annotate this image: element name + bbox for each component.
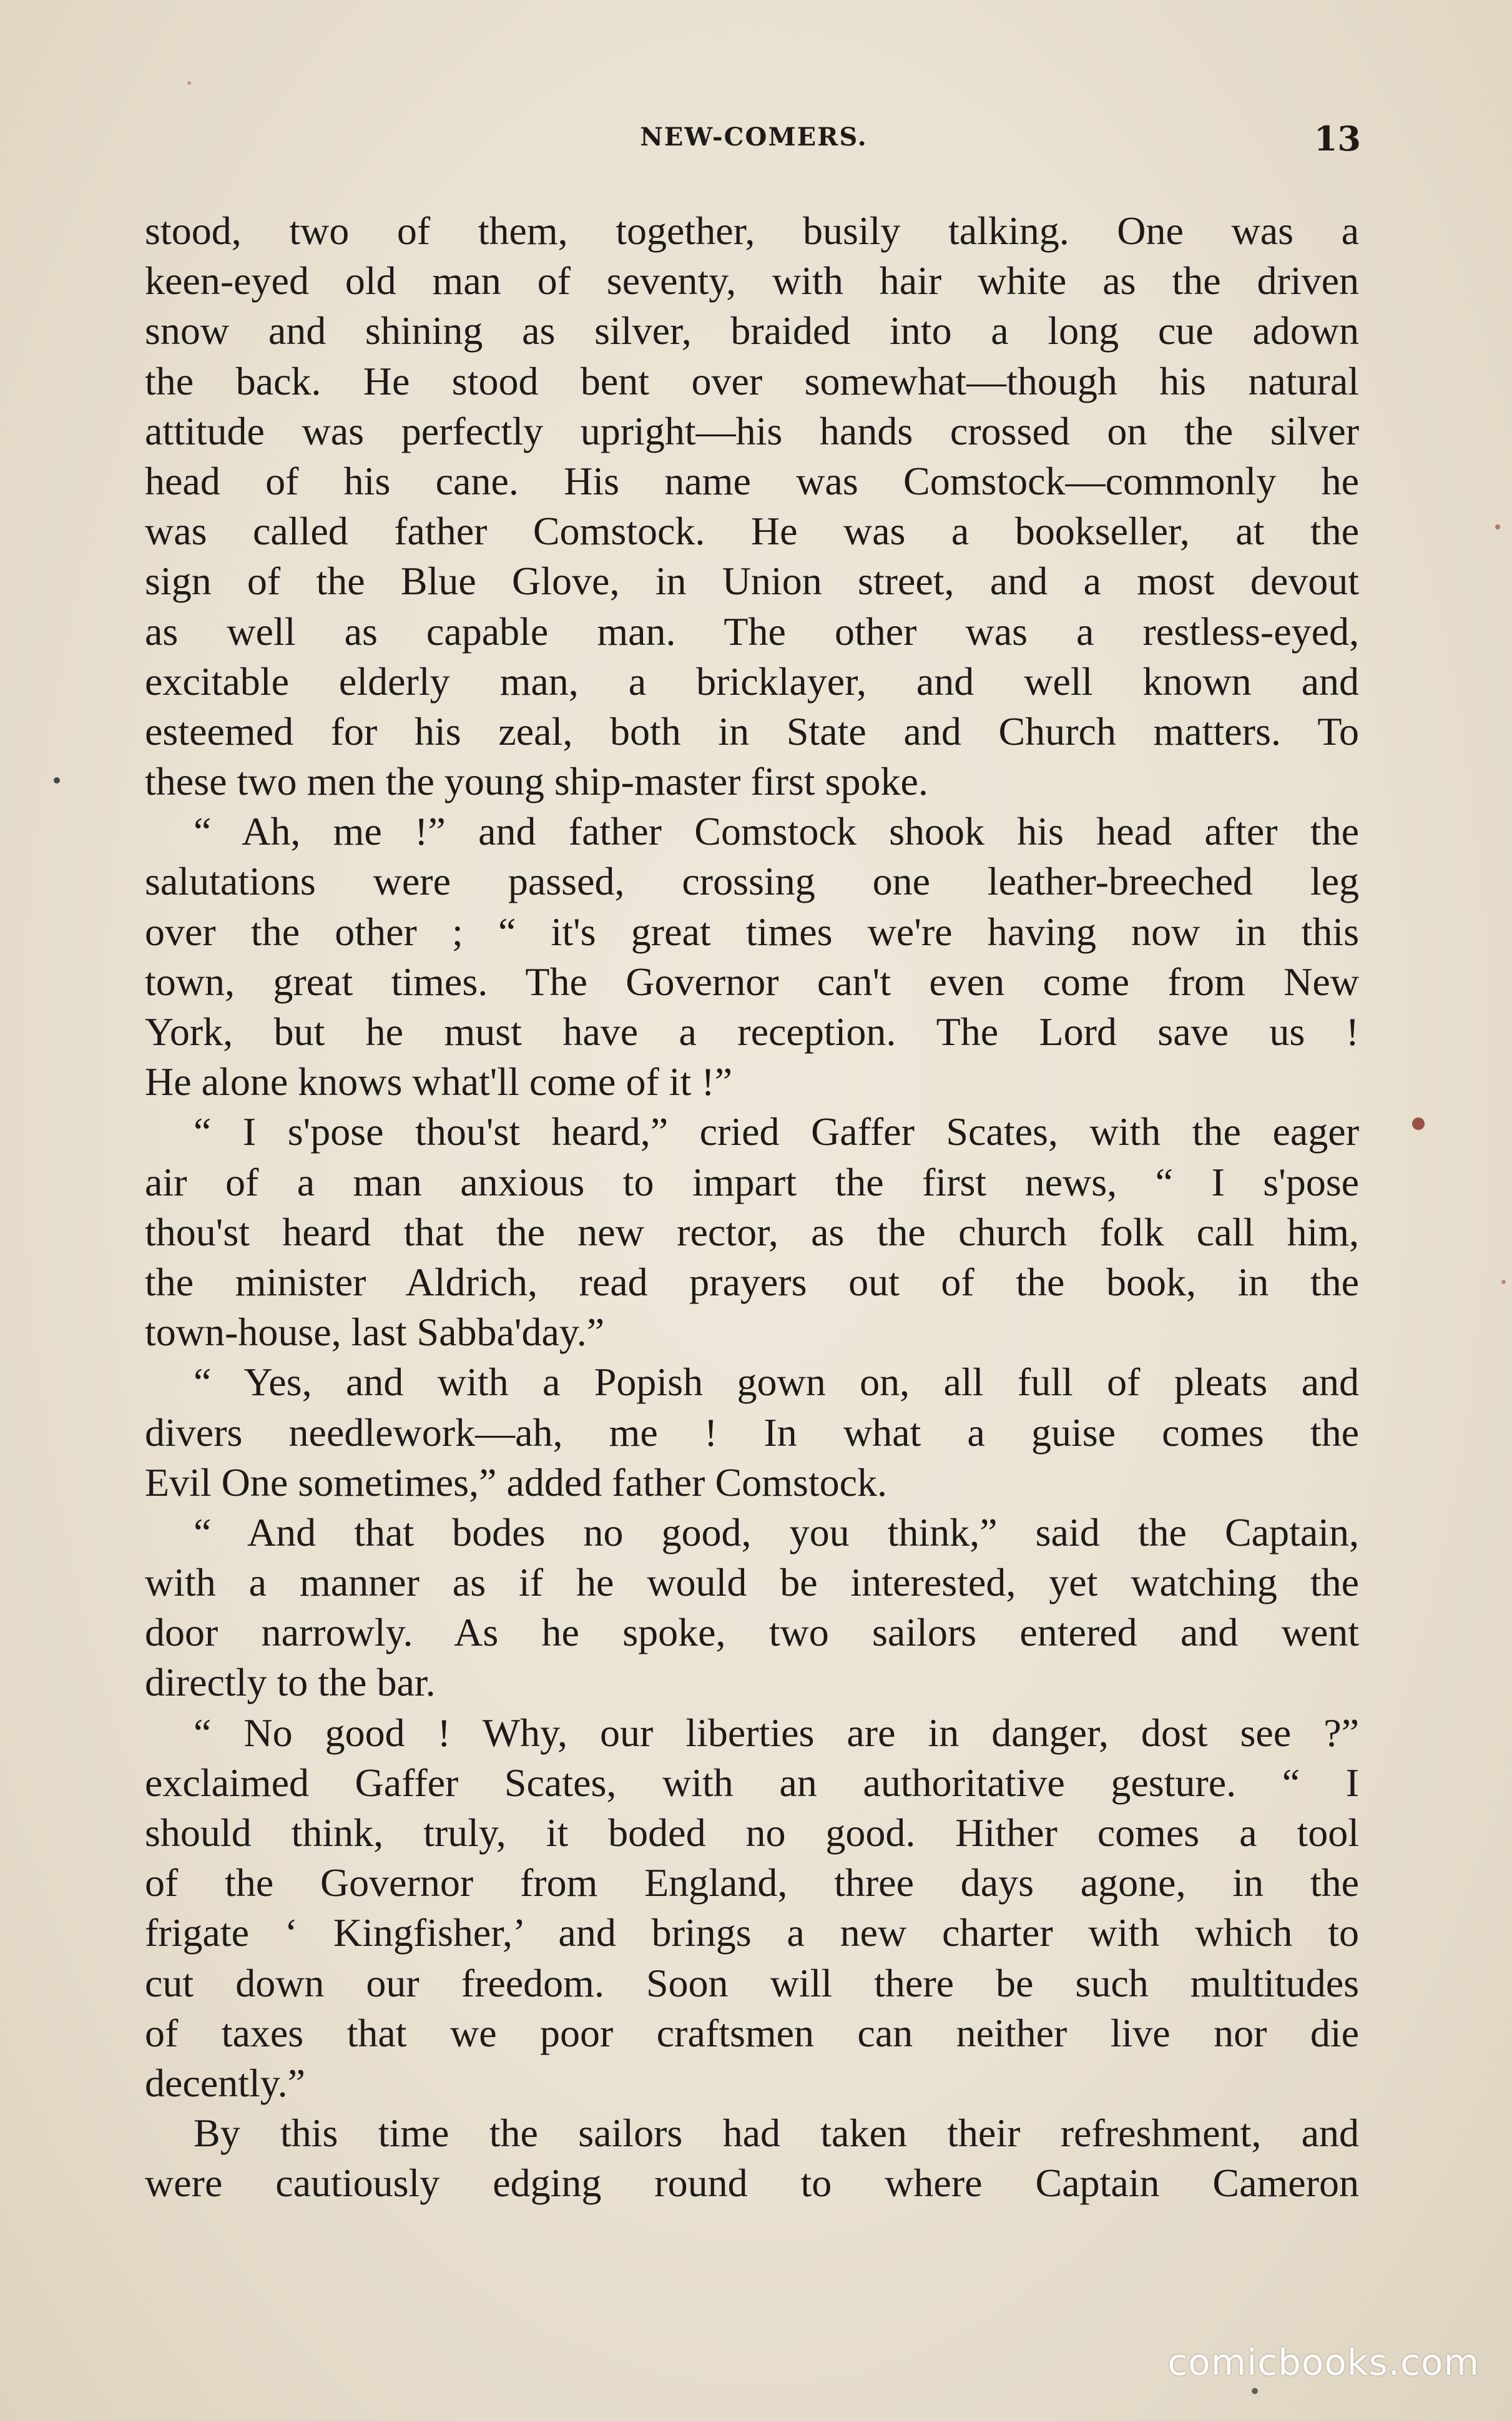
text-line: with a manner as if he would be interested, yet watching the — [145, 1560, 1359, 1605]
text-line: town, great times. The Governor can't even come from New — [145, 959, 1359, 1004]
text-line: By this time the sailors had taken their refreshment, and — [194, 2111, 1359, 2156]
text-line: head of his cane. His name was Comstock—commonly he — [145, 458, 1359, 503]
running-head — [147, 119, 1361, 162]
text-line: decently.” — [145, 2060, 306, 2105]
text-line: He alone knows what'll come of it !” — [145, 1059, 733, 1104]
paper-speck — [187, 81, 191, 85]
text-line: town-house, last Sabba'day.” — [145, 1310, 605, 1355]
text-line: “ I s'pose thou'st heard,” cried Gaffer Scates, with the eager — [194, 1109, 1359, 1154]
paper-speck — [1412, 1117, 1425, 1130]
paper-speck — [1252, 2388, 1258, 2394]
text-line: “ And that bodes no good, you think,” said the Captain, — [194, 1510, 1359, 1554]
text-line: as well as capable man. The other was a restless-eyed, — [145, 609, 1359, 654]
text-line: frigate ‘ Kingfisher,’ and brings a new charter with which to — [145, 1910, 1359, 1955]
watermark: comicbooks.com — [1167, 2341, 1480, 2384]
text-line: were cautiously edging round to where Captain Cameron — [145, 2161, 1359, 2206]
text-line: these two men the young ship-master first spoke. — [145, 759, 928, 804]
paper-speck — [54, 777, 60, 783]
text-line: exclaimed Gaffer Scates, with an authoritative gesture. “ I — [145, 1760, 1359, 1805]
text-line: York, but he must have a reception. The Lord save us ! — [145, 1009, 1359, 1054]
text-line: stood, two of them, together, busily talking. One was a — [145, 209, 1359, 253]
text-line: of the Governor from England, three days agone, in the — [145, 1860, 1359, 1905]
text-line: air of a man anxious to impart the first news, “ I s'pose — [145, 1159, 1359, 1204]
text-line: of taxes that we poor craftsmen can neither live nor die — [145, 2010, 1359, 2055]
running-title: NEW-COMERS. — [640, 122, 868, 152]
text-line: cut down our freedom. Soon will there be such multitudes — [145, 1960, 1359, 2005]
text-line: sign of the Blue Glove, in Union street, and a most devout — [145, 559, 1359, 604]
text-line: the minister Aldrich, read prayers out of the book, in the — [145, 1259, 1359, 1304]
text-line: Evil One sometimes,” added father Comstock. — [145, 1460, 888, 1505]
body-text — [145, 206, 1359, 2209]
paper-speck — [1495, 524, 1500, 529]
text-line: “ Yes, and with a Popish gown on, all full of pleats and — [194, 1360, 1359, 1405]
text-line: was called father Comstock. He was a bookseller, at the — [145, 509, 1359, 554]
text-line: “ Ah, me !” and father Comstock shook his head after the — [194, 809, 1359, 854]
paper-speck — [1501, 1280, 1506, 1284]
text-line: directly to the bar. — [145, 1660, 436, 1705]
text-line: door narrowly. As he spoke, two sailors entered and went — [145, 1610, 1359, 1655]
text-line: thou'st heard that the new rector, as the church folk call him, — [145, 1209, 1359, 1254]
text-line: the back. He stood bent over somewhat—though his natural — [145, 358, 1359, 403]
text-line: “ No good ! Why, our liberties are in danger, dost see ?” — [194, 1710, 1359, 1755]
text-line: attitude was perfectly upright—his hands crossed on the silver — [145, 408, 1359, 453]
text-line: over the other ; “ it's great times we're having now in this — [145, 909, 1359, 954]
text-line: excitable elderly man, a bricklayer, and well known and — [145, 659, 1359, 704]
text-line: divers needlework—ah, me ! In what a guise comes the — [145, 1410, 1359, 1455]
text-line: esteemed for his zeal, both in State and Church matters. To — [145, 709, 1359, 754]
page-number: 13 — [1313, 119, 1361, 159]
text-line: salutations were passed, crossing one leather-breeched leg — [145, 859, 1359, 904]
text-line: should think, truly, it boded no good. Hither comes a tool — [145, 1810, 1359, 1855]
text-line: snow and shining as silver, braided into a long cue adown — [145, 308, 1359, 353]
text-line: keen-eyed old man of seventy, with hair white as the driven — [145, 258, 1359, 303]
